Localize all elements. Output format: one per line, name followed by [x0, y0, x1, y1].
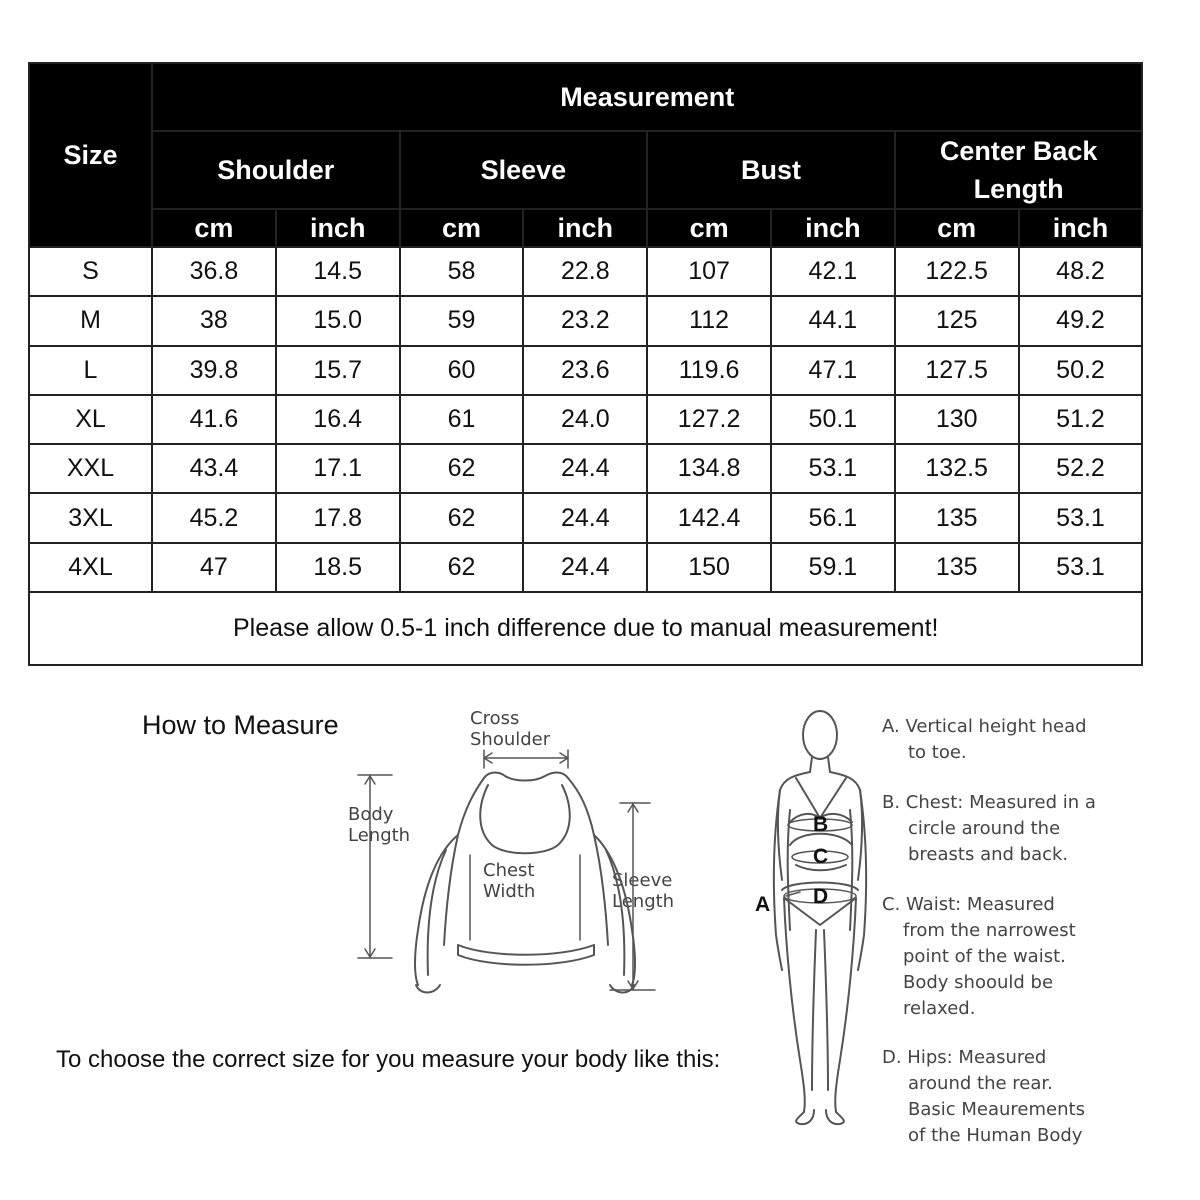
unit-header: inch — [1019, 209, 1143, 247]
legend-item-b: B. Chest: Measured in a circle around the breasts and back. — [882, 792, 1096, 865]
group-header-shoulder: Shoulder — [152, 131, 400, 209]
value-cell: 47.1 — [771, 346, 895, 395]
value-cell: 53.1 — [1019, 543, 1143, 592]
value-cell: 15.7 — [276, 346, 400, 395]
value-cell: 41.6 — [152, 395, 276, 444]
value-cell: 58 — [400, 247, 524, 296]
value-cell: 134.8 — [647, 444, 771, 493]
legend-item-a: A. Vertical height head to toe. — [882, 716, 1087, 763]
unit-header: inch — [523, 209, 647, 247]
value-cell: 16.4 — [276, 395, 400, 444]
value-cell: 150 — [647, 543, 771, 592]
value-cell: 24.4 — [523, 444, 647, 493]
size-cell: 4XL — [29, 543, 152, 592]
value-cell: 24.4 — [523, 493, 647, 542]
chest-width-label: Chest Width — [483, 860, 536, 902]
value-cell: 48.2 — [1019, 247, 1143, 296]
value-cell: 49.2 — [1019, 296, 1143, 345]
size-header: Size — [29, 63, 152, 247]
value-cell: 62 — [400, 444, 524, 493]
unit-header: cm — [647, 209, 771, 247]
value-cell: 119.6 — [647, 346, 771, 395]
value-cell: 125 — [895, 296, 1019, 345]
unit-header: inch — [276, 209, 400, 247]
measurement-header: Measurement — [152, 63, 1142, 131]
value-cell: 15.0 — [276, 296, 400, 345]
value-cell: 135 — [895, 543, 1019, 592]
size-cell: XL — [29, 395, 152, 444]
value-cell: 17.1 — [276, 444, 400, 493]
unit-header: cm — [400, 209, 524, 247]
value-cell: 51.2 — [1019, 395, 1143, 444]
group-header-bust: Bust — [647, 131, 895, 209]
size-cell: XXL — [29, 444, 152, 493]
how-to-measure-title: How to Measure — [142, 710, 339, 740]
value-cell: 127.2 — [647, 395, 771, 444]
value-cell: 60 — [400, 346, 524, 395]
value-cell: 62 — [400, 493, 524, 542]
value-cell: 24.4 — [523, 543, 647, 592]
value-cell: 53.1 — [1019, 493, 1143, 542]
legend-item-c: C. Waist: Measured from the narrowest point of the waist. Body shoould be relaxed. — [882, 894, 1076, 1019]
value-cell: 17.8 — [276, 493, 400, 542]
size-cell: M — [29, 296, 152, 345]
unit-header: inch — [771, 209, 895, 247]
value-cell: 112 — [647, 296, 771, 345]
size-cell: 3XL — [29, 493, 152, 542]
value-cell: 50.2 — [1019, 346, 1143, 395]
value-cell: 132.5 — [895, 444, 1019, 493]
value-cell: 142.4 — [647, 493, 771, 542]
value-cell: 36.8 — [152, 247, 276, 296]
value-cell: 59 — [400, 296, 524, 345]
value-cell: 39.8 — [152, 346, 276, 395]
value-cell: 23.2 — [523, 296, 647, 345]
size-cell: L — [29, 346, 152, 395]
value-cell: 135 — [895, 493, 1019, 542]
letter-a-label: A — [755, 893, 771, 916]
value-cell: 59.1 — [771, 543, 895, 592]
body-length-label: Body Length — [348, 804, 411, 846]
cross-shoulder-label: Cross Shoulder — [470, 708, 551, 750]
value-cell: 38 — [152, 296, 276, 345]
value-cell: 43.4 — [152, 444, 276, 493]
value-cell: 56.1 — [771, 493, 895, 542]
unit-header: cm — [152, 209, 276, 247]
value-cell: 52.2 — [1019, 444, 1143, 493]
legend-item-d: D. Hips: Measured around the rear. Basic Meaurements of the Human Body — [882, 1047, 1085, 1146]
value-cell: 130 — [895, 395, 1019, 444]
sleeve-length-label: Sleeve Length — [612, 870, 675, 912]
letter-c-label: C — [813, 845, 829, 868]
letter-b-label: B — [813, 813, 829, 836]
value-cell: 45.2 — [152, 493, 276, 542]
value-cell: 127.5 — [895, 346, 1019, 395]
value-cell: 62 — [400, 543, 524, 592]
value-cell: 53.1 — [771, 444, 895, 493]
value-cell: 18.5 — [276, 543, 400, 592]
value-cell: 47 — [152, 543, 276, 592]
letter-d-label: D — [813, 885, 829, 908]
group-header-center-back-length: Center Back Length — [895, 131, 1143, 209]
value-cell: 22.8 — [523, 247, 647, 296]
group-header-sleeve: Sleeve — [400, 131, 648, 209]
value-cell: 42.1 — [771, 247, 895, 296]
value-cell: 107 — [647, 247, 771, 296]
value-cell: 23.6 — [523, 346, 647, 395]
size-cell: S — [29, 247, 152, 296]
value-cell: 44.1 — [771, 296, 895, 345]
value-cell: 122.5 — [895, 247, 1019, 296]
value-cell: 14.5 — [276, 247, 400, 296]
value-cell: 61 — [400, 395, 524, 444]
value-cell: 50.1 — [771, 395, 895, 444]
unit-header: cm — [895, 209, 1019, 247]
value-cell: 24.0 — [523, 395, 647, 444]
measurement-note: Please allow 0.5-1 inch difference due to manual measurement! — [29, 592, 1142, 665]
measure-instruction: To choose the correct size for you measure your body like this: — [56, 1046, 721, 1073]
